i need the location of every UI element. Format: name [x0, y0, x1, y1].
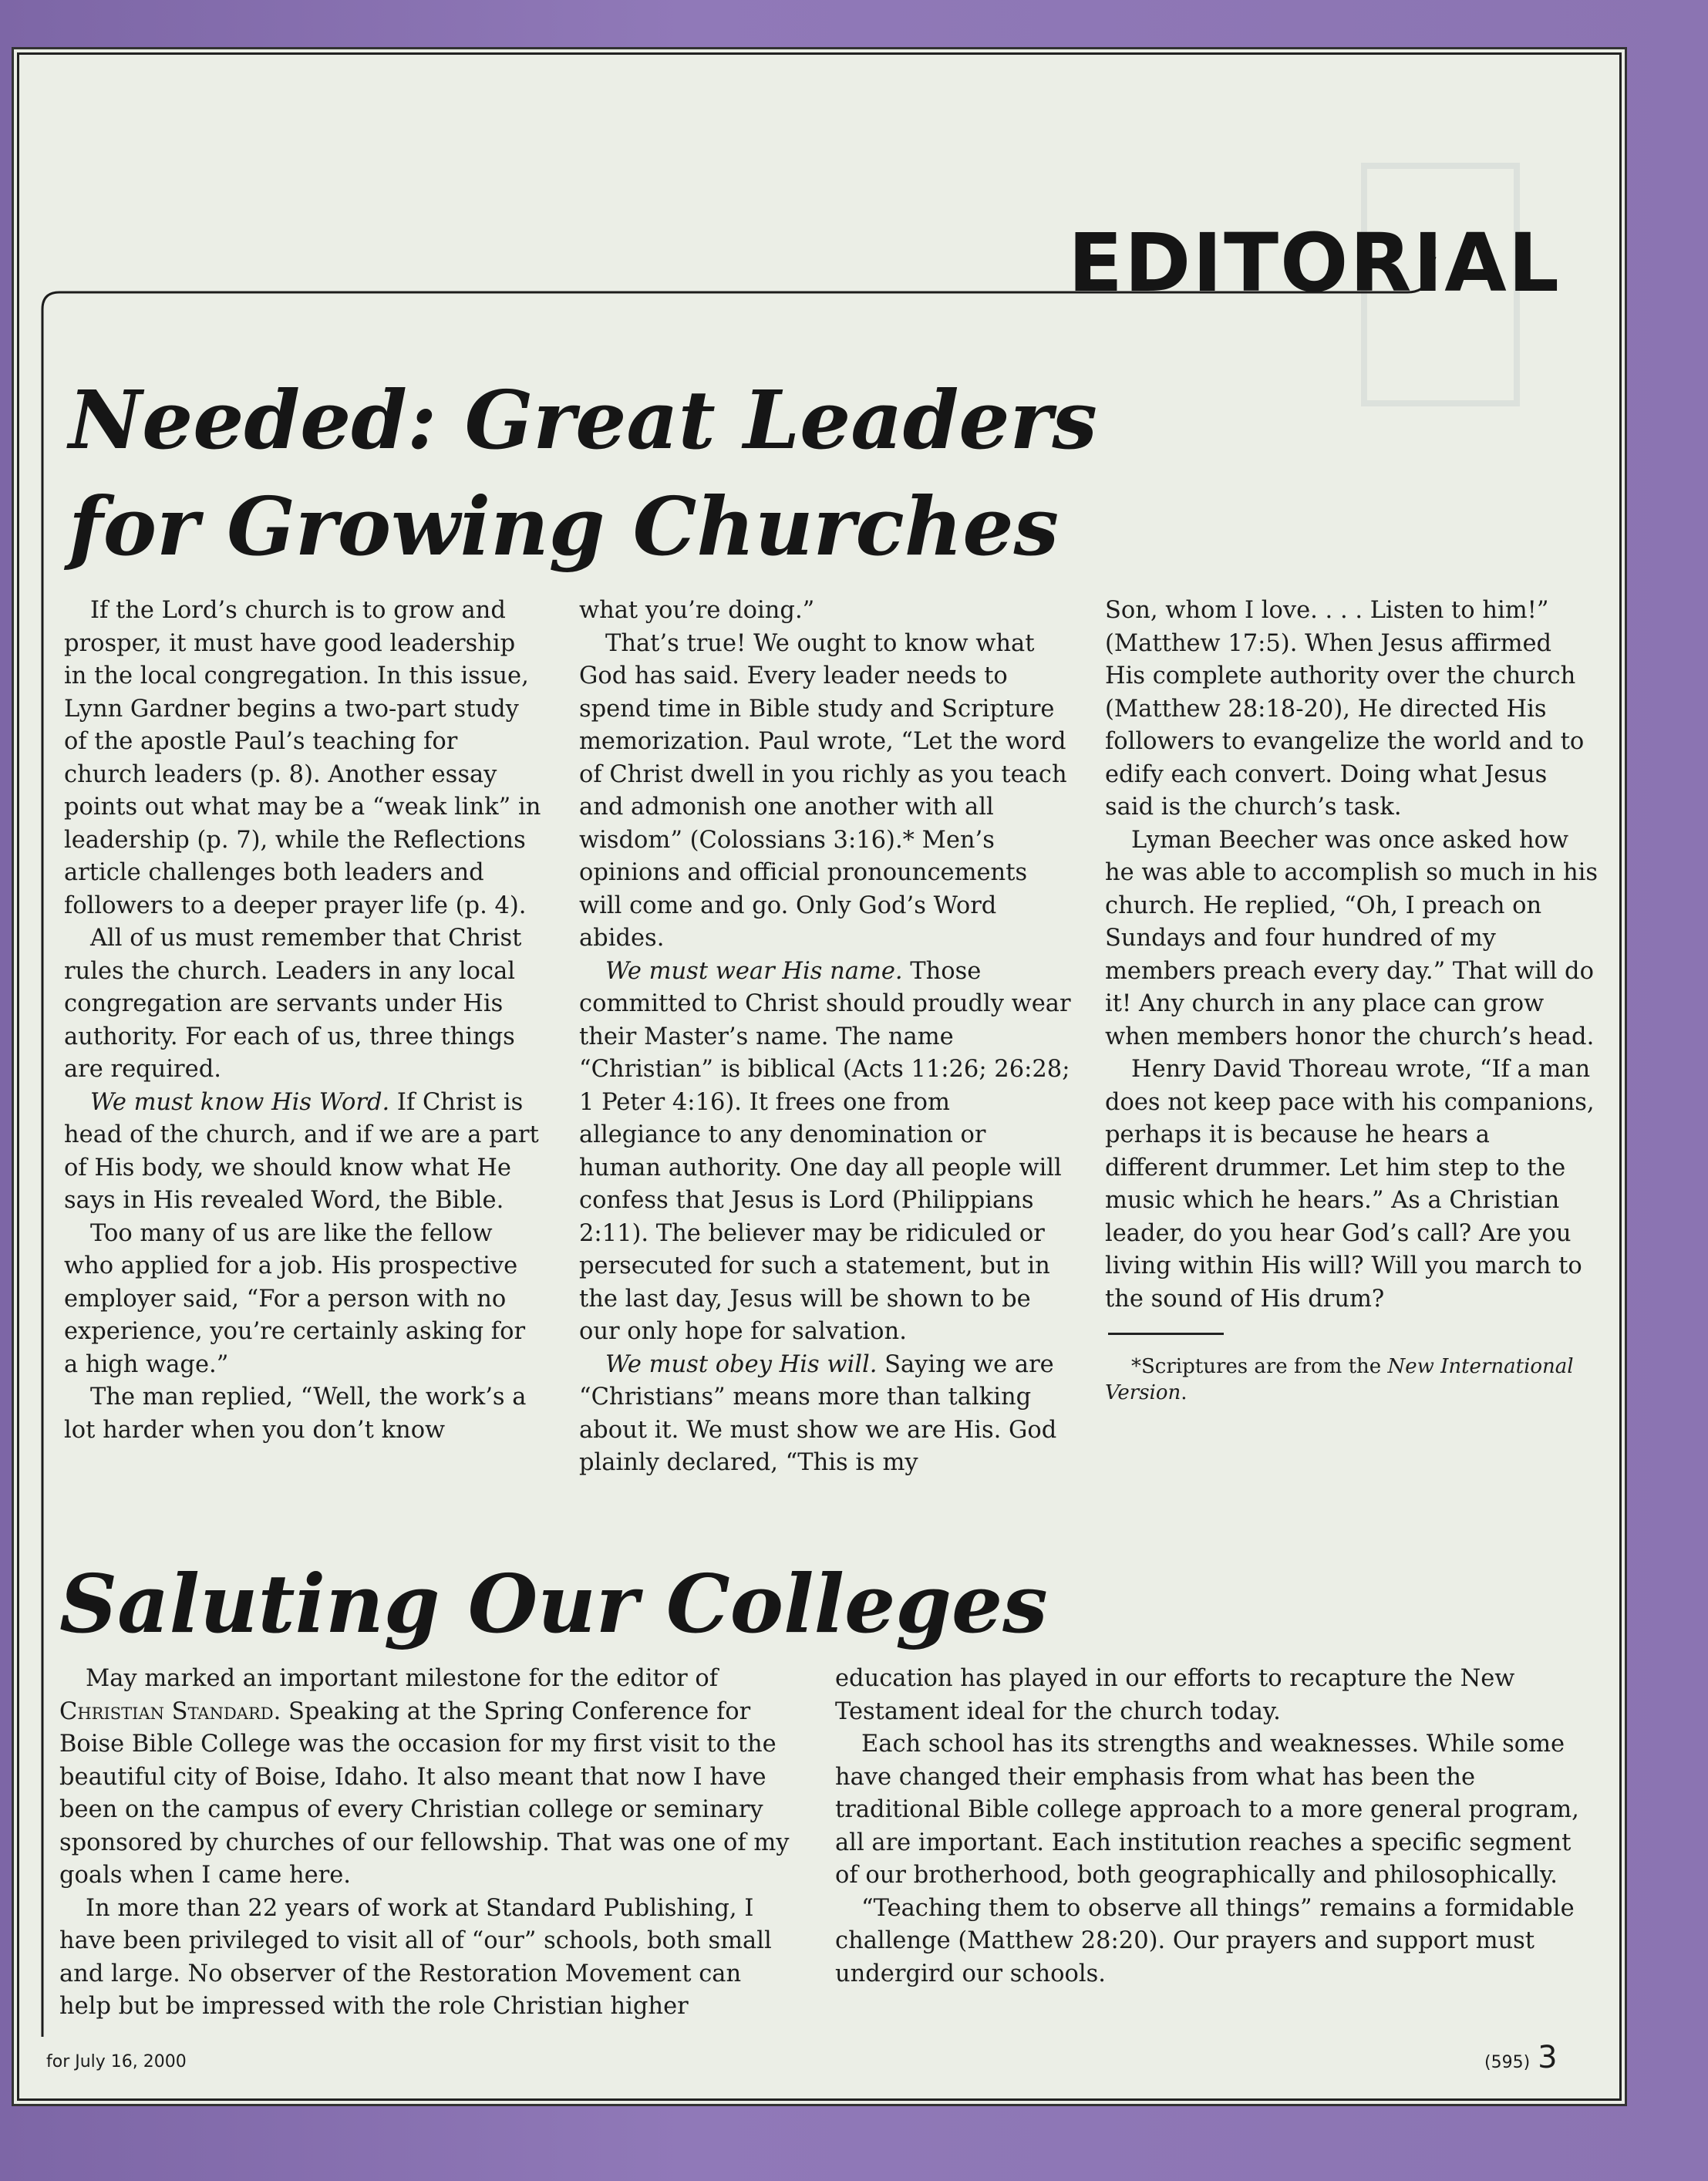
article2-headline: Saluting Our Colleges	[59, 1556, 1048, 1651]
paragraph: The man replied, “Well, the work’s a lot harder when you don’t know	[64, 1384, 527, 1444]
footnote-divider	[1108, 1333, 1224, 1335]
paragraph	[59, 1663, 800, 1893]
article1-headline-line2: for Growing Churches	[69, 479, 1059, 574]
magazine-page	[17, 52, 1622, 2101]
paragraph-text: Saying we are “Christians” means more than talking about it. We must show we are His. God plainly declared, “This is my	[579, 1350, 1057, 1476]
paragraph-text: If Christ is head of the church, and if we are a part of His body, we should know what He says in His revealed Word, the Bible.	[64, 1088, 539, 1214]
footnote-text: *Scriptures are from the	[1131, 1355, 1388, 1378]
paragraph: If the Lord’s church is to grow and prosper, it must have good leadership in the local congregation. In this issue, Lynn Gardner begins a two-part study of the apostle Paul’s teaching for church leaders (p. 8). Another essay points out what may be a “weak link” in leadership (p. 7), while the Reflections article challenges both leaders and followers to a deeper prayer life (p. 4).	[64, 597, 541, 919]
section-label-text: EDITORIAL	[1068, 216, 1561, 310]
footer-page	[1484, 2040, 1558, 2075]
article2-column-1	[59, 1663, 800, 2024]
paragraph: That’s true! We ought to know what God has said. Every leader needs to spend time in Bible study and Scripture memorization. Paul wrote, “Let the word of Christ dwell in you richly as you teach and admonish one another with all wisdom” (Colossians 3:16).* Men’s opinions and official pronouncements will come and go. Only God’s Word abides.	[579, 629, 1067, 952]
article2-column-2	[835, 1663, 1591, 1991]
paragraph: In more than 22 years of work at Standard Publishing, I have been privileged to visit all of “our” schools, both small and large. No observer of the Restoration Movement can help but be impressed with the role Christian higher	[59, 1894, 772, 2020]
paragraph: Too many of us are like the fellow who applied for a job. His prospective employer said, “For a person with no experience, you’re certainly asking for a high wage.”	[64, 1219, 526, 1378]
issue-page-number: (595)	[1484, 2053, 1531, 2072]
article1-column-3	[1105, 595, 1599, 1406]
article1-headline-line1: Needed: Great Leaders	[69, 372, 1097, 467]
footnote-version-name: New International Version	[1105, 1355, 1574, 1404]
paragraph	[64, 1087, 542, 1218]
footer-date: for July 16, 2000	[46, 2052, 187, 2071]
article1-column-2	[579, 595, 1073, 1480]
paragraph: education has played in our efforts to recapture the New Testament ideal for the church today.	[835, 1665, 1515, 1725]
paragraph: Henry David Thoreau wrote, “If a man does not keep pace with his companions, perhaps it is because he hears a different drummer. Let him step to the music which he hears.” As a Christian leader, do you hear God’s call? Are you living within His will? Will you march to the sound of His drum?	[1105, 1056, 1595, 1313]
footnote-end: .	[1181, 1381, 1188, 1404]
paragraph: All of us must remember that Christ rules the church. Leaders in any local congregation are servants under His authority. For each of us, three things are required.	[64, 925, 522, 1083]
paragraph: “Teaching them to observe all things” remains a formidable challenge (Matthew 28:20). Our prayers and support must undergird our schools.	[835, 1894, 1575, 1987]
paragraph	[579, 956, 1073, 1349]
paragraph-text: . Speaking at the Spring Conference for Boise Bible College was the occasion for my first visit to the beautiful city of Boise, Idaho. It also meant that now I have been on the campus of every Christian college or seminary sponsored by churches of our fellowship. That was one of my goals when I came here.	[59, 1697, 790, 1889]
article1-column-1	[64, 595, 542, 1447]
paragraph: what you’re doing.”	[579, 597, 815, 624]
paragraph	[579, 1349, 1073, 1480]
paragraph: Lyman Beecher was once asked how he was able to accomplish so much in his church. He replied, “Oh, I preach on Sundays and four hundred of my members preach every day.” That will do it! Any church in any place can grow when members honor the church’s head.	[1105, 826, 1599, 1050]
paragraph-lead-italic: We must obey His will.	[605, 1350, 878, 1378]
publication-name: Christian Standard	[59, 1697, 274, 1725]
section-label	[1068, 209, 1577, 317]
paragraph-lead-italic: We must wear His name.	[605, 957, 903, 985]
paragraph: Son, whom I love. . . . Listen to him!” (Matthew 17:5). When Jesus affirmed His complete authority over the church (Matthew 28:18-20), He directed His followers to evangelize the world and to edify each convert. Doing what Jesus said is the church’s task.	[1105, 597, 1585, 821]
paragraph-lead-italic: We must know His Word.	[90, 1088, 390, 1116]
paragraph-text: Those committed to Christ should proudly wear their Master’s name. The name “Christian” is biblical (Acts 11:26; 26:28; 1 Peter 4:16). It frees one from allegiance to any denomination or human authority. One day all people will confess that Jesus is Lord (Philippians 2:11). The believer may be ridiculed or persecuted for such a statement, but in the last day, Jesus will be shown to be our only hope for salvation.	[579, 957, 1071, 1345]
paragraph-text: May marked an important milestone for the editor of	[86, 1665, 719, 1692]
paragraph: Each school has its strengths and weaknesses. While some have changed their emphasis from what has been the traditional Bible college approach to a more general program, all are important. Each institution reaches a specific segment of our brotherhood, both geographically and philosophically.	[835, 1731, 1579, 1889]
footnote	[1105, 1353, 1599, 1406]
page-number: 3	[1538, 2040, 1558, 2075]
